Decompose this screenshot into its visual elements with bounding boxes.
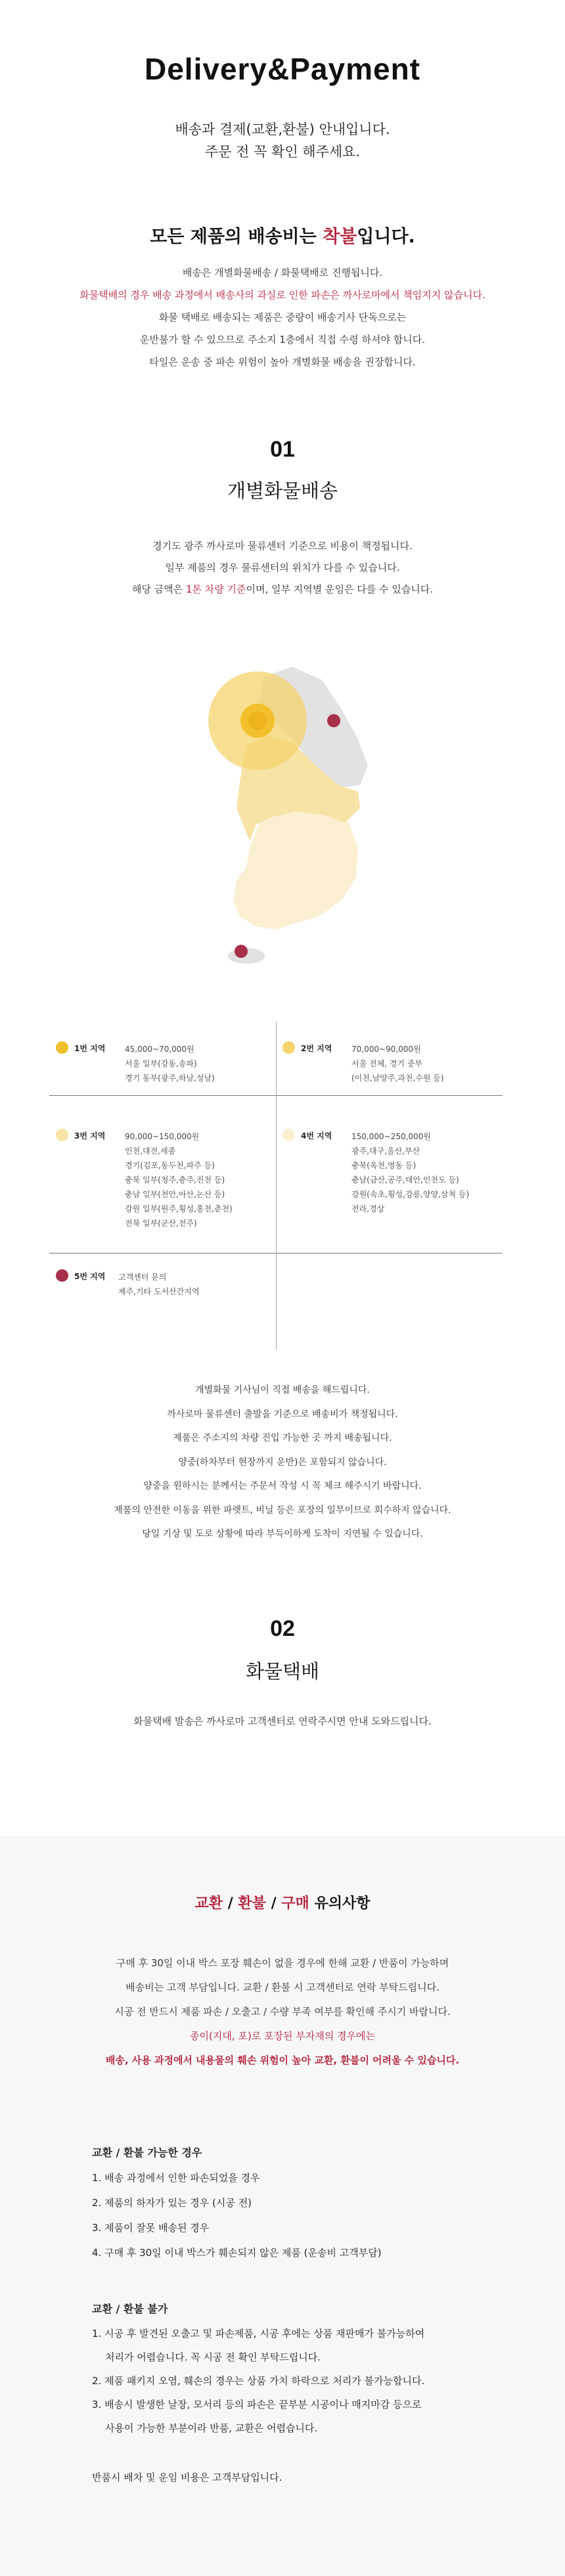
- heading-emphasis: 착불: [323, 227, 357, 247]
- zone5-dot: [56, 1269, 68, 1282]
- zone-area: 제주,기타 도서산간지역: [118, 1287, 200, 1296]
- exchange-ok-heading: 교환 / 환불 가능한 경우: [92, 2146, 202, 2159]
- caution-warning-line: 배송, 사용 과정에서 내용물의 훼손 위험이 높아 교환, 환불이 어려울 수 있습니다.: [105, 2054, 460, 2066]
- intro-line: 주문 전 꼭 확인 해주세요.: [204, 144, 361, 160]
- shipping-line: 운반불가 할 수 있으므로 주소지 1층에서 직접 수령 하셔야 합니다.: [140, 334, 425, 346]
- caution-title: 교환 / 환불 / 구매 유의사항: [194, 1895, 371, 1912]
- caution-line: 배송비는 고객 부담입니다. 교환 / 환불 시 고객센터로 연락 부탁드립니다.: [125, 1981, 440, 1993]
- zone-details: [118, 1270, 269, 1299]
- map-zone1-center: [248, 712, 267, 730]
- zone4-dot: [282, 1129, 295, 1141]
- zone-item: [56, 1129, 273, 1240]
- section-title: 화물택배: [245, 1660, 320, 1683]
- map-zone5-marker-ulleung: [327, 714, 340, 727]
- list-item: 1. 시공 후 발견된 오출고 및 파손제품, 시공 후에는 상품 재판매가 불가능하여 처리가 어렵습니다. 꼭 시공 전 확인 부탁드립니다.: [92, 2328, 425, 2363]
- page-title: Delivery&Payment: [145, 52, 420, 86]
- heading-text: 입니다.: [357, 227, 415, 247]
- zone-label: 1번 지역: [74, 1044, 106, 1053]
- section1-description: [0, 535, 565, 600]
- zone-area: 강원 일부(원주,횡성,홍천,춘천): [125, 1204, 233, 1213]
- zone-price: 45,000~70,000원: [125, 1045, 194, 1054]
- zone-area: 서울 전체, 경기 중부: [351, 1059, 422, 1068]
- zone-price: 90,000~150,000원: [125, 1132, 200, 1141]
- zone-area: 충북 일부(청주,충주,진천 등): [125, 1175, 225, 1185]
- zone-label: 2번 지역: [301, 1044, 332, 1053]
- list-item: 3. 제품이 잘못 배송된 경우: [92, 2222, 210, 2234]
- section-number: 01: [270, 437, 295, 462]
- note-line: 개별화물 기사님이 직접 배송을 해드립니다.: [195, 1385, 370, 1395]
- shipping-fee-heading: [0, 222, 565, 248]
- zone-area: (이천,남양주,과천,수원 등): [351, 1073, 444, 1083]
- zone3-dot: [56, 1129, 68, 1141]
- shipping-line: 타일은 운송 중 파손 위험이 높아 개별화물 배송을 권장합니다.: [149, 356, 416, 368]
- section-title: 개별화물배송: [227, 480, 338, 502]
- zone-area: 경기 동부(광주,하남,성남): [125, 1073, 215, 1083]
- zone-area: 충남(금산,공주,태안,인천도 등): [351, 1175, 459, 1185]
- zone2-dot: [282, 1041, 295, 1054]
- list-item: 3. 배송시 발생한 날장, 모서리 등의 파손은 끝부분 시공이나 매지마감 등으로 사용이 가능한 부분이라 반품, 교환은 어렵습니다.: [92, 2399, 422, 2434]
- zone-area: 충북(옥천,영동 등): [351, 1161, 417, 1170]
- note-line: 제품의 안전한 이동을 위한 파렛트, 비닐 등은 포장의 일부이므로 회수하지 않습니다.: [114, 1504, 451, 1516]
- zone-item: [56, 1041, 273, 1087]
- caution-text: [0, 1951, 565, 2073]
- zone-details: [125, 1129, 276, 1231]
- exchange-footer-note: 반품시 배차 및 운임 비용은 고객부담입니다.: [92, 2472, 282, 2483]
- shipping-line: 배송은 개별화물배송 / 화물택배로 진행됩니다.: [182, 267, 383, 279]
- zone-item: [282, 1041, 499, 1087]
- zone-area: 전북 일부(군산,전주): [125, 1219, 197, 1228]
- caution-line: 구매 후 30일 이내 박스 포장 훼손이 없을 경우에 한해 교환 / 반품이 가능하며: [116, 1957, 449, 1969]
- zone-area: 경기(김포,동두천,파주 등): [125, 1161, 215, 1170]
- intro-text: [0, 118, 565, 163]
- zone-area: 고객센터 문의: [118, 1273, 167, 1282]
- zone-label: 4번 지역: [301, 1131, 332, 1141]
- caution-warning-line: 종이(지대, 포)로 포장된 부자재의 경우에는: [190, 2030, 375, 2042]
- zone-label: 5번 지역: [74, 1272, 106, 1281]
- zone-area: 강원(속초,횡성,강릉,양양,삼척 등): [351, 1190, 470, 1199]
- zone1-dot: [56, 1041, 68, 1054]
- zone-label: 3번 지역: [74, 1131, 106, 1141]
- zone-area: 인천,대전,세종: [125, 1146, 176, 1156]
- zone-item: [56, 1269, 273, 1309]
- exchange-no-heading: 교환 / 환불 불가: [92, 2303, 168, 2315]
- note-line: 까사로마 물류센터 출발을 기준으로 배송비가 책정됩니다.: [167, 1409, 398, 1420]
- heading-text: 모든 제품의 배송비는: [150, 227, 323, 247]
- zone-details: [125, 1042, 276, 1085]
- map-zone5-marker-jeju: [235, 945, 248, 958]
- shipping-warning-line: 화물택배의 경우 배송 과정에서 배송사의 과실로 인한 파손은 까사로마에서 책임지지 않습니다.: [79, 289, 486, 301]
- shipping-line: 화물 택배로 배송되는 제품은 중량이 배송기사 단독으로는: [158, 311, 407, 323]
- zone-area: 전라,경상: [351, 1204, 385, 1213]
- zone-details: [351, 1129, 503, 1216]
- section1-line: 해당 금액은 1톤 차량 기준이며, 일부 지역별 운임은 다를 수 있습니다.: [131, 583, 433, 595]
- section1-line: 경기도 광주 까사로마 물류센터 기준으로 비용이 책정됩니다.: [152, 540, 413, 552]
- zone-item: [282, 1129, 499, 1240]
- caution-line: 시공 전 반드시 제품 파손 / 오출고 / 수량 부족 여부를 확인해 주시기 바랍니다.: [114, 2006, 451, 2018]
- note-line: 양중을 원하시는 분께서는 주문서 작성 시 꼭 체크 해주시기 바랍니다.: [143, 1481, 422, 1491]
- zone-area: 광주,대구,울산,부산: [351, 1146, 420, 1156]
- zone-price: 70,000~90,000원: [351, 1045, 421, 1054]
- section1-line: 일부 제품의 경우 물류센터의 위치가 다를 수 있습니다.: [165, 562, 400, 574]
- list-item: 2. 제품 패키지 오염, 훼손의 경우는 상품 가치 하락으로 처리가 불가능합니다.: [92, 2375, 425, 2387]
- note-line: 양중(하차부터 현장까지 운반)은 포함되지 않습니다.: [178, 1457, 387, 1468]
- korea-delivery-zone-map: [184, 650, 381, 979]
- exchange-policy: [92, 2140, 512, 2490]
- section-number: 02: [270, 1616, 295, 1641]
- delivery-notes: [0, 1378, 565, 1547]
- shipping-fee-description: [0, 261, 565, 373]
- zone-details: [351, 1042, 503, 1085]
- list-item: 1. 배송 과정에서 인한 파손되었을 경우: [92, 2172, 260, 2184]
- list-item: 2. 제품의 하자가 있는 경우 (시공 전): [92, 2197, 252, 2209]
- intro-line: 배송과 결제(교환,환불) 안내입니다.: [175, 122, 390, 137]
- section2-description: 화물택배 발송은 까사로마 고객센터로 연락주시면 안내 도와드립니다.: [133, 1715, 432, 1727]
- note-line: 당일 기상 및 도로 상황에 따라 부득이하게 도착이 지연될 수 있습니다.: [142, 1529, 423, 1539]
- table-divider: [276, 1022, 277, 1350]
- zone-area: 서울 일부(강동,송파): [125, 1059, 197, 1068]
- zone-price: 150,000~250,000원: [351, 1132, 431, 1141]
- list-item: 4. 구매 후 30일 이내 박스가 훼손되지 않은 제품 (운송비 고객부담): [92, 2247, 382, 2259]
- note-line: 제품은 주소지의 차량 진입 가능한 곳 까지 배송됩니다.: [173, 1433, 392, 1443]
- zone-area: 충남 일부(천안,아산,논산 등): [125, 1190, 225, 1199]
